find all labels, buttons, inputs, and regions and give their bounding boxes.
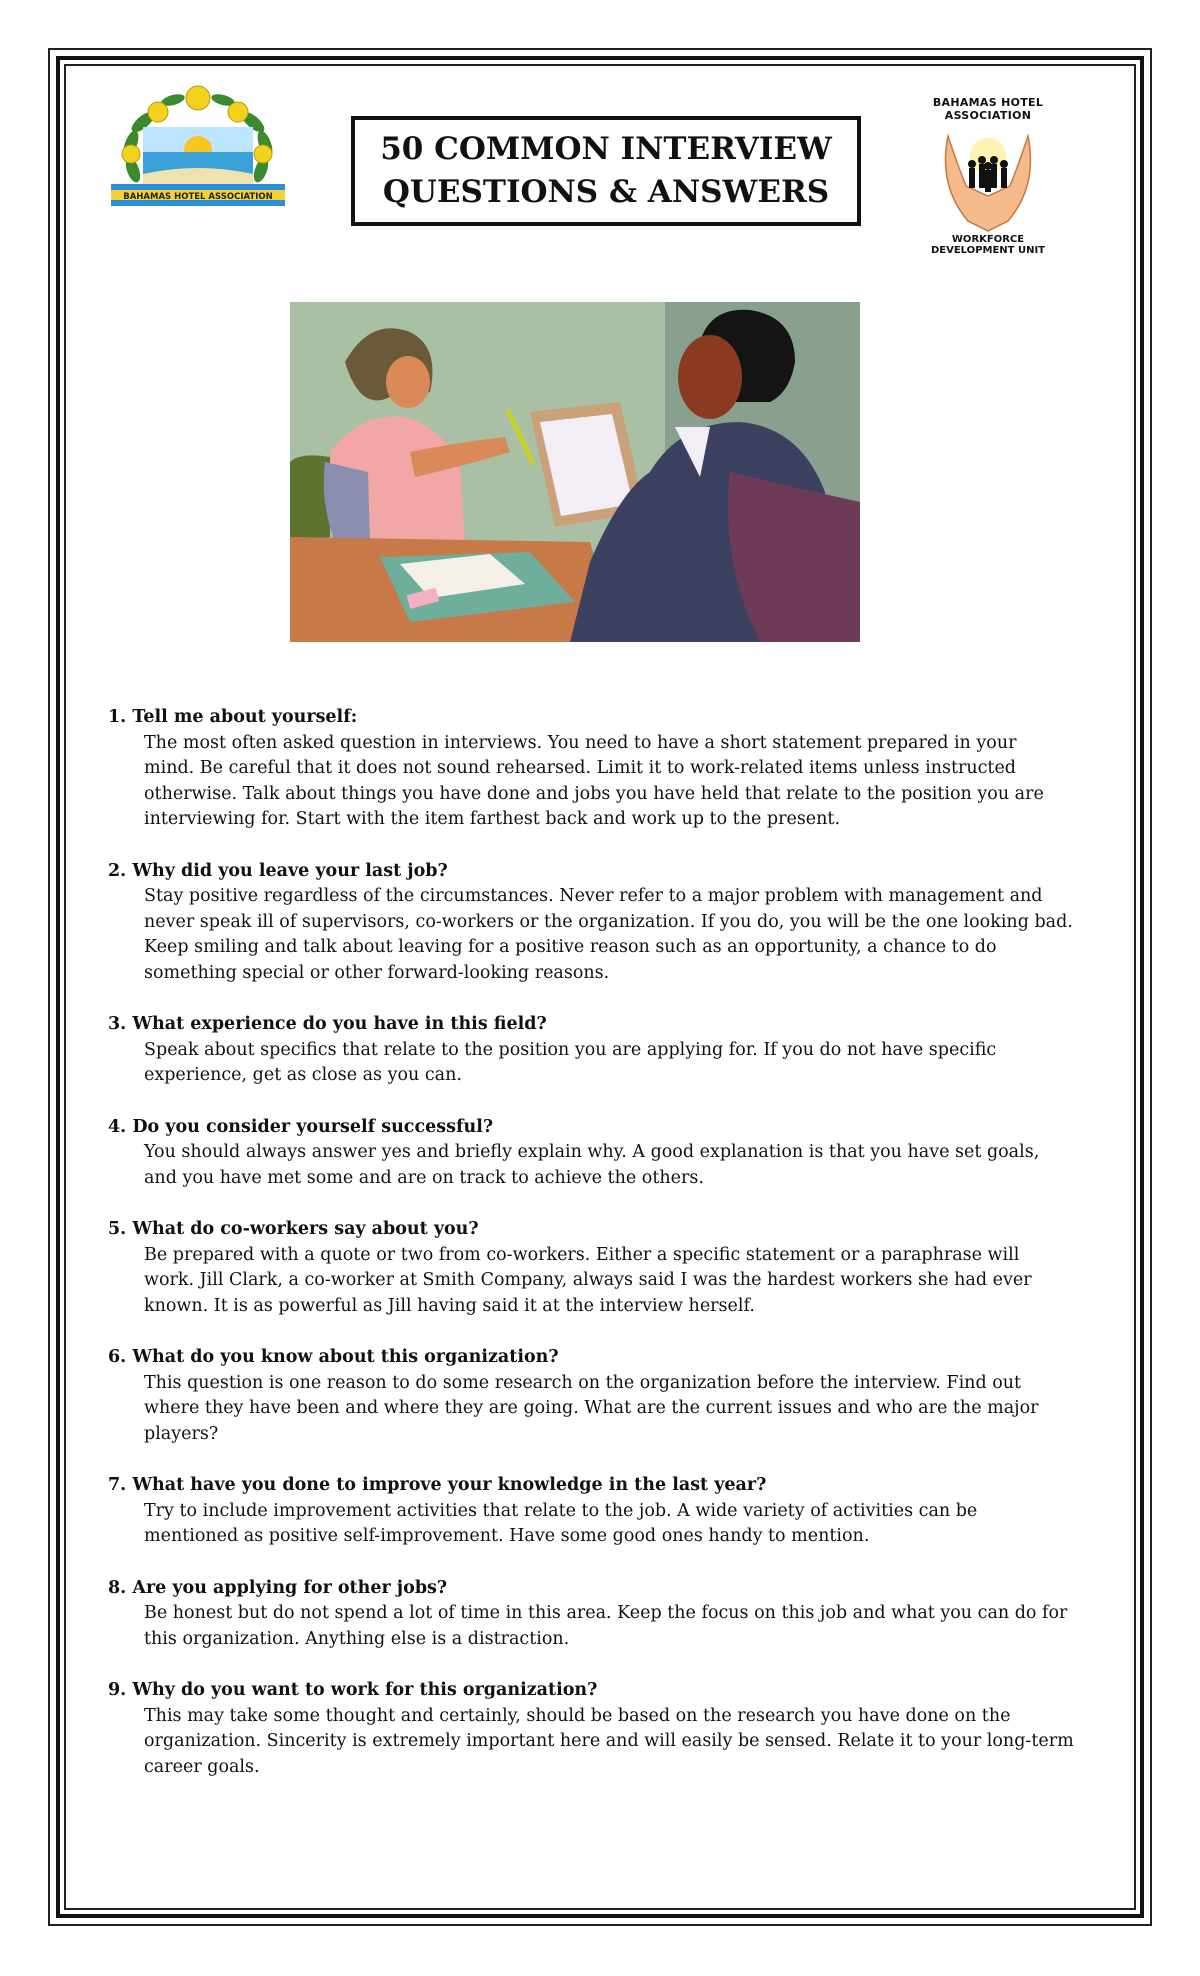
qa-list — [108, 705, 1108, 1806]
interview-scene-image — [290, 302, 860, 642]
association-emblem-icon — [103, 82, 293, 218]
title-line-2: QUESTIONS & ANSWERS — [382, 174, 830, 210]
question: 9. Why do you want to work for this organization? — [108, 1680, 598, 1700]
answer: Try to include improvement activities that relate to the job. A wide variety of activities can be mentioned as positive self-improvement. Have some good ones handy to mention. — [144, 1500, 978, 1546]
answer: Stay positive regardless of the circumstances. Never refer to a major problem with management and never speak ill of supervisors, co-workers or the organization. If you do, you will be the one looking bad. Keep smiling and talk about leaving for a positive reason such as an opportunity, a chance to do something special or other forward-looking reasons. — [144, 886, 1073, 983]
hands-people-icon — [938, 126, 1038, 234]
qa-item-1 — [108, 705, 1108, 833]
bahamas-hotel-association-logo — [103, 82, 293, 218]
page-title — [380, 128, 832, 214]
answer: Speak about specifics that relate to the position you are applying for. If you do not have specific experience, get as close as you can. — [144, 1039, 997, 1085]
answer: You should always answer yes and briefly explain why. A good explanation is that you have set goals, and you have met some and are on track to achieve the others. — [144, 1142, 1040, 1188]
question: 8. Are you applying for other jobs? — [108, 1577, 448, 1598]
answer: Be honest but do not spend a lot of time in this area. Keep the focus on this job and what you can do for this organization. Anything else is a distraction. — [144, 1603, 1068, 1649]
title-box — [351, 116, 861, 226]
answer: This question is one reason to do some research on the organization before the interview. Find out where they have been and where they are going. What are the current issues and who are the major players? — [144, 1372, 1039, 1444]
left-logo-text: BAHAMAS HOTEL ASSOCIATION — [123, 192, 273, 202]
question: 7. What have you done to improve your knowledge in the last year? — [108, 1475, 767, 1495]
title-line-1: 50 COMMON INTERVIEW — [380, 131, 832, 167]
question: 5. What do co-workers say about you? — [108, 1219, 479, 1239]
workforce-development-unit-logo — [920, 96, 1056, 256]
qa-item-3 — [108, 1012, 1108, 1089]
qa-item-2 — [108, 859, 1108, 987]
qa-item-5 — [108, 1217, 1108, 1319]
question: 4. Do you consider yourself successful? — [108, 1116, 494, 1137]
qa-item-7 — [108, 1473, 1108, 1550]
qa-item-9 — [108, 1678, 1108, 1780]
interview-illustration — [290, 302, 860, 642]
qa-item-4 — [108, 1115, 1108, 1192]
right-logo-top-text: BAHAMAS HOTEL ASSOCIATION — [932, 96, 1044, 122]
answer: Be prepared with a quote or two from co-workers. Either a specific statement or a paraphrase will work. Jill Clark, a co-worker at Smith Company, always said I was the hardest workers she had ever known. It is as powerful as Jill having said it at the interview herself. — [144, 1244, 1032, 1316]
answer: The most often asked question in interviews. You need to have a short statement prepared in your mind. Be careful that it does not sound rehearsed. Limit it to work-related items unless instructed otherwise. Talk about things you have done and jobs you have held that relate to the position you are interviewing for. Start with the item farthest back and work up to the present. — [144, 732, 1044, 829]
right-logo-bottom-text: WORKFORCE DEVELOPMENT UNIT — [930, 234, 1046, 256]
question: 6. What do you know about this organization? — [108, 1347, 559, 1367]
qa-item-6 — [108, 1345, 1108, 1447]
question: 1. Tell me about yourself: — [108, 707, 358, 727]
answer: This may take some thought and certainly, should be based on the research you have done on the organization. Sincerity is extremely important here and will easily be sensed. Relate it to your long-term career goals. — [144, 1705, 1074, 1777]
qa-item-8 — [108, 1576, 1108, 1653]
question: 2. Why did you leave your last job? — [108, 860, 448, 881]
question: 3. What experience do you have in this field? — [108, 1014, 547, 1034]
